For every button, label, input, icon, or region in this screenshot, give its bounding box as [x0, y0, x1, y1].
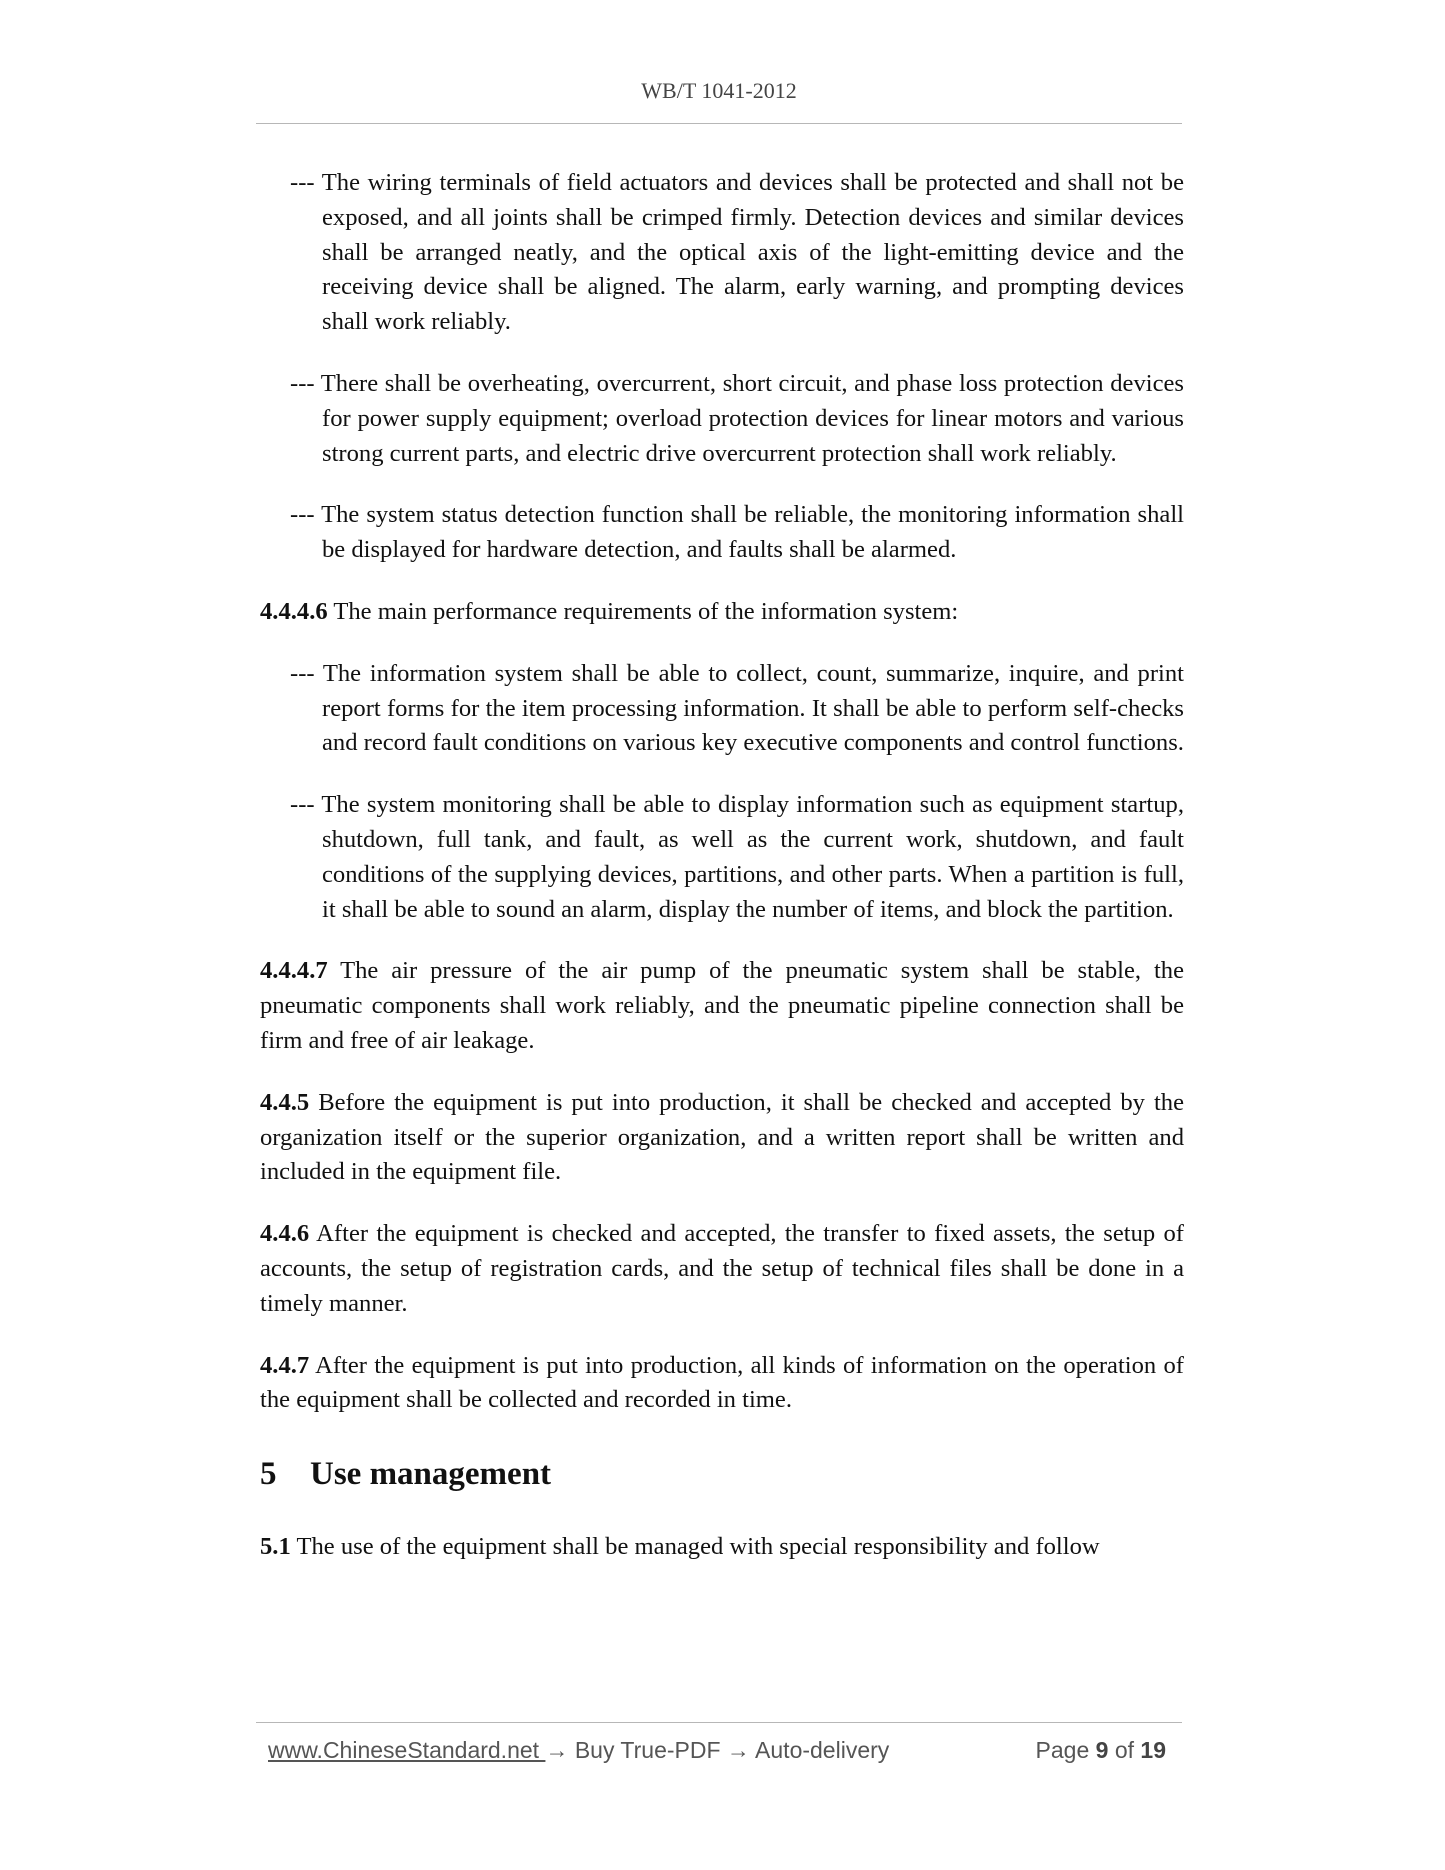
section-title: Use management — [310, 1456, 552, 1493]
clause-number: 4.4.5 — [260, 1088, 310, 1116]
clause-4-4-7 — [260, 1349, 1184, 1419]
clause-text: The main performance requirements of the information system: — [327, 597, 959, 625]
page-indicator — [1036, 1737, 1166, 1764]
section-number: 5 — [260, 1456, 277, 1493]
clause-5-1 — [260, 1530, 1184, 1565]
clause-4-4-5 — [260, 1086, 1184, 1190]
clause-text: After the equipment is checked and accepted, the transfer to fixed assets, the setup of accounts, the setup of registration cards, and the setup of technical files shall be done in a timely manner. — [260, 1220, 1184, 1317]
clause-4-4-6 — [260, 1217, 1184, 1321]
list-item: --- The system status detection function shall be reliable, the monitoring information shall be displayed for hardware detection, and faults shall be alarmed. — [290, 501, 1184, 564]
website-link[interactable]: www.ChineseStandard.net — [268, 1737, 546, 1763]
arrow-icon: → — [545, 1737, 569, 1763]
clause-text: The air pressure of the air pump of the pneumatic system shall be stable, the pneumatic components shall work reliably, and the pneumatic pipeline connection shall be firm and free of air leakage. — [260, 957, 1184, 1054]
page-footer — [268, 1737, 1174, 1764]
total-pages: 19 — [1140, 1737, 1166, 1763]
clause-number: 4.4.4.6 — [260, 597, 328, 625]
list-item: --- There shall be overheating, overcurrent, short circuit, and phase loss protection devices for power supply equipment; overload protection devices for linear motors and various strong current parts, and electric drive overcurrent protection shall work reliably. — [290, 369, 1184, 467]
footer-rule — [256, 1722, 1182, 1723]
clause-4-4-4-6 — [260, 595, 1184, 630]
list-item: --- The wiring terminals of field actuators and devices shall be protected and shall not be exposed, and all joints shall be crimped firmly. Detection devices and similar devices shall be arranged neatly, and the optical axis of the light-emitting device and the receiving device shall be aligned. The alarm, early warning, and prompting devices shall work reliably. — [290, 169, 1184, 336]
document-body — [260, 166, 1184, 1592]
list-item: --- The system monitoring shall be able to display information such as equipment startup, shutdown, full tank, and fault, as well as the current work, shutdown, and fault conditions of the supplying devices, partitions, and other parts. When a partition is full, it shall be able to sound an alarm, display the number of items, and block the partition. — [290, 791, 1184, 923]
clause-number: 4.4.4.7 — [260, 957, 328, 985]
arrow-icon: → — [726, 1737, 750, 1763]
section-heading — [260, 1454, 1184, 1494]
doc-header: WB/T 1041-2012 — [641, 78, 797, 103]
clause-number: 5.1 — [260, 1533, 291, 1561]
list-item: --- The information system shall be able to collect, count, summarize, inquire, and print report forms for the item processing information. It shall be able to perform self-checks and record fault conditions on various key executive components and control functions. — [290, 659, 1184, 757]
clause-text: After the equipment is put into production, all kinds of information on the operation of the equipment shall be collected and recorded in time. — [260, 1351, 1184, 1414]
page-label: Page — [1035, 1737, 1096, 1763]
buy-text: Buy True-PDF — [568, 1737, 727, 1763]
clause-text: Before the equipment is put into production, it shall be checked and accepted by the organization itself or the superior organization, and a written report shall be written and included in the equipment file. — [260, 1088, 1184, 1186]
clause-text: The use of the equipment shall be managed with special responsibility and follow — [290, 1533, 1100, 1561]
header-rule — [256, 123, 1182, 124]
clause-number: 4.4.6 — [260, 1220, 310, 1248]
of-label: of — [1108, 1737, 1141, 1763]
clause-4-4-4-7 — [260, 954, 1184, 1058]
page-number: 9 — [1095, 1737, 1109, 1763]
clause-number: 4.4.7 — [260, 1351, 310, 1379]
auto-delivery-text: Auto-delivery — [749, 1737, 890, 1763]
